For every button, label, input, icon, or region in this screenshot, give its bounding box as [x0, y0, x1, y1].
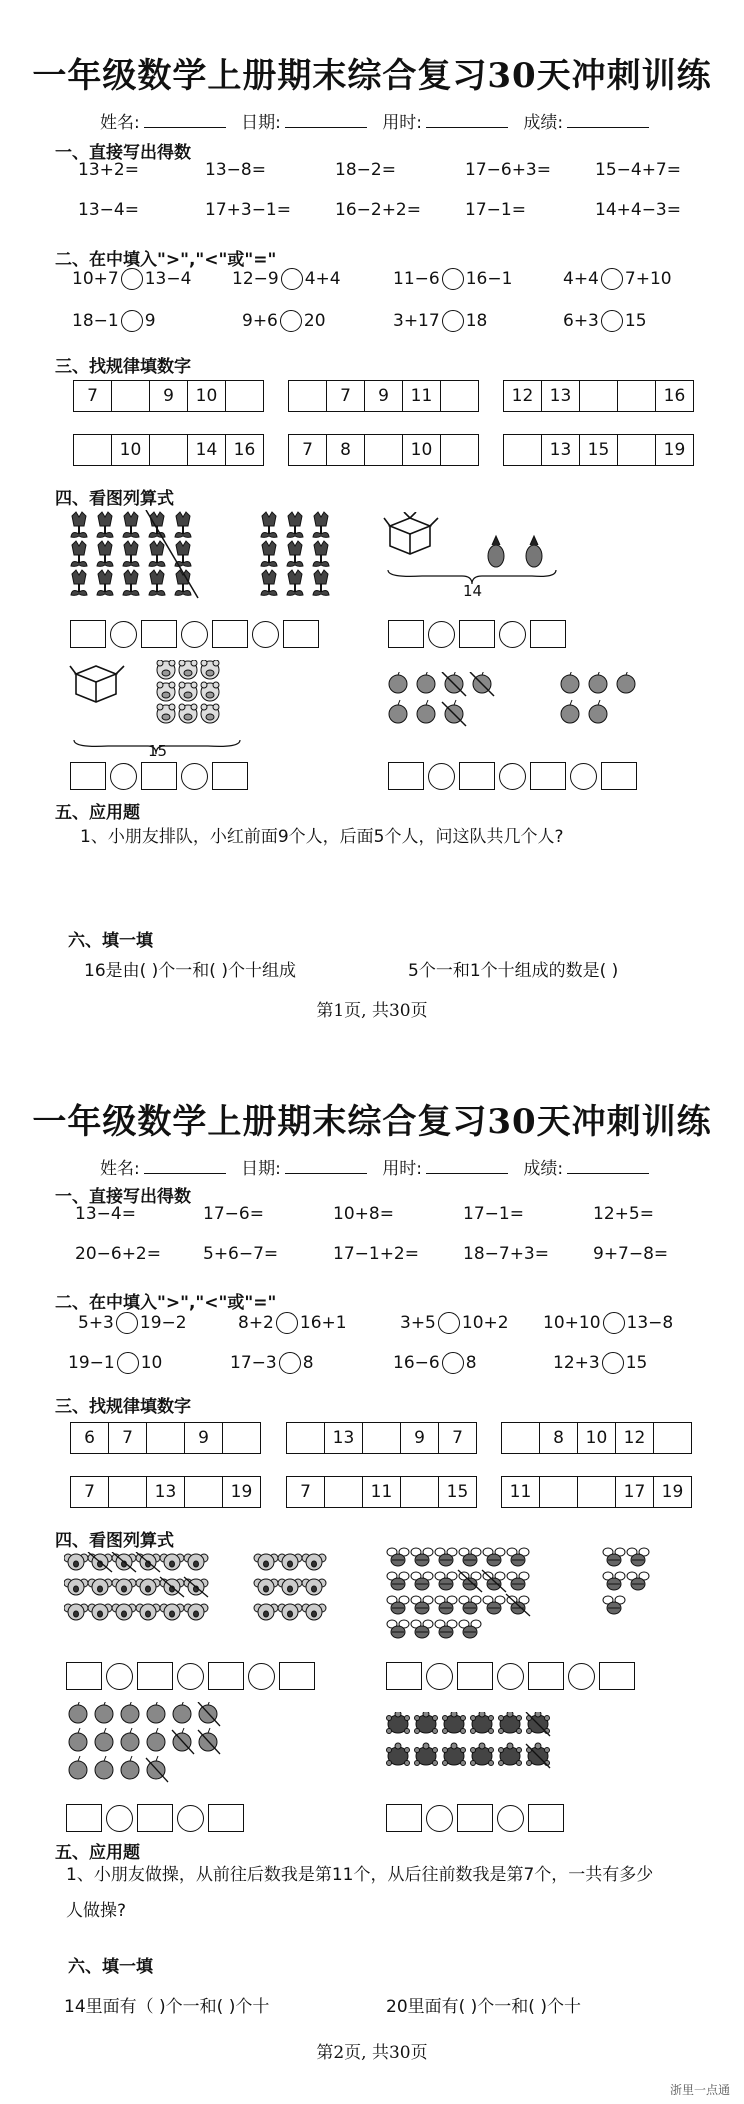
- answer-box[interactable]: [530, 620, 566, 648]
- answer-box[interactable]: [137, 1804, 173, 1832]
- page-title: 一年级数学上册期末综合复习30天冲刺训练: [32, 1102, 712, 1142]
- fill-blank: 5个一和1个十组成的数是( ): [408, 961, 619, 981]
- score-field[interactable]: [567, 1159, 649, 1174]
- compare-circle[interactable]: [438, 1312, 460, 1334]
- word-problem: 1、小朋友排队，小红前面9个人，后面5个人，问这队共几个人?: [80, 827, 564, 847]
- problem: 17−6=: [203, 1204, 264, 1224]
- answer-box[interactable]: [528, 1804, 564, 1832]
- compare-circle[interactable]: [442, 1352, 464, 1374]
- compare-circle[interactable]: [281, 268, 303, 290]
- compare-item: 3+17 18: [393, 311, 488, 331]
- sequence-row: 6 7 9: [70, 1422, 261, 1454]
- operator-circle[interactable]: [570, 763, 597, 790]
- problem: 20−6+2=: [75, 1244, 161, 1264]
- problem: 13−8=: [205, 160, 266, 180]
- compare-circle[interactable]: [603, 1312, 625, 1334]
- operator-circle[interactable]: [497, 1663, 524, 1690]
- compare-circle[interactable]: [602, 1352, 624, 1374]
- operator-circle[interactable]: [110, 621, 137, 648]
- equation-row: [388, 762, 637, 790]
- problem: 17+3−1=: [205, 200, 291, 220]
- problem: 17−1+2=: [333, 1244, 419, 1264]
- operator-circle[interactable]: [568, 1663, 595, 1690]
- compare-item: 8+2 16+1: [238, 1313, 347, 1333]
- answer-box[interactable]: [459, 620, 495, 648]
- compare-circle[interactable]: [276, 1312, 298, 1334]
- problem: 12+5=: [593, 1204, 654, 1224]
- apple-picture: [388, 672, 668, 742]
- answer-box[interactable]: [141, 620, 177, 648]
- operator-circle[interactable]: [428, 621, 455, 648]
- answer-box[interactable]: [457, 1662, 493, 1690]
- operator-circle[interactable]: [426, 1663, 453, 1690]
- turtle-picture: [386, 1712, 586, 1782]
- score-field[interactable]: [567, 113, 649, 128]
- answer-box[interactable]: [283, 620, 319, 648]
- answer-box[interactable]: [66, 1662, 102, 1690]
- sequence-row: 8 10 12: [501, 1422, 692, 1454]
- sequence-row: 7 13 19: [70, 1476, 261, 1508]
- problem: 18−7+3=: [463, 1244, 549, 1264]
- fill-blank: 14里面有（ )个一和( )个十: [64, 1997, 270, 2017]
- answer-box[interactable]: [388, 620, 424, 648]
- answer-box[interactable]: [70, 762, 106, 790]
- answer-box[interactable]: [212, 620, 248, 648]
- operator-circle[interactable]: [252, 621, 279, 648]
- problem: 17−6+3=: [465, 160, 551, 180]
- compare-item: 19−1 10: [68, 1353, 163, 1373]
- compare-circle[interactable]: [121, 310, 143, 332]
- compare-item: 11−6 16−1: [393, 269, 513, 289]
- compare-item: 17−3 8: [230, 1353, 314, 1373]
- problem: 10+8=: [333, 1204, 394, 1224]
- section-heading: 三、找规律填数字: [55, 1397, 191, 1417]
- section-heading: 五、应用题: [55, 803, 140, 823]
- page-2: [0, 1040, 744, 2104]
- problem: 16−2+2=: [335, 200, 421, 220]
- answer-box[interactable]: [599, 1662, 635, 1690]
- answer-box[interactable]: [601, 762, 637, 790]
- answer-box[interactable]: [279, 1662, 315, 1690]
- compare-circle[interactable]: [116, 1312, 138, 1334]
- section-heading: 三、找规律填数字: [55, 357, 191, 377]
- problem: 13+2=: [78, 160, 139, 180]
- equation-row: [388, 620, 566, 648]
- apple-picture-2: [68, 1702, 238, 1792]
- compare-item: 10+7 13−4: [72, 269, 192, 289]
- compare-item: 3+5 10+2: [400, 1313, 509, 1333]
- sequence-row: 7 8 10: [288, 434, 479, 466]
- operator-circle[interactable]: [248, 1663, 275, 1690]
- answer-box[interactable]: [208, 1662, 244, 1690]
- answer-box[interactable]: [386, 1662, 422, 1690]
- time-field[interactable]: [426, 1159, 508, 1174]
- page-1: [0, 0, 744, 1040]
- operator-circle[interactable]: [110, 763, 137, 790]
- section-heading: 五、应用题: [55, 1843, 140, 1863]
- problem: 15−4+7=: [595, 160, 681, 180]
- info-line: 姓名: 日期: 用时: 成绩:: [100, 108, 659, 133]
- date-field[interactable]: [285, 1159, 367, 1174]
- compare-circle[interactable]: [442, 310, 464, 332]
- compare-item: 18−1 9: [72, 311, 156, 331]
- section-heading: 一、直接写出得数: [55, 143, 191, 163]
- sequence-row: 7 9 11: [288, 380, 479, 412]
- bee-picture: [386, 1546, 676, 1646]
- answer-box[interactable]: [388, 762, 424, 790]
- compare-item: 12+3 15: [553, 1353, 648, 1373]
- page-footer: 第2页, 共30页: [316, 2043, 428, 2063]
- section-heading: 四、看图列算式: [55, 1531, 174, 1551]
- operator-circle[interactable]: [177, 1805, 204, 1832]
- compare-circle[interactable]: [121, 268, 143, 290]
- page-title: 一年级数学上册期末综合复习30天冲刺训练: [32, 56, 712, 96]
- answer-box[interactable]: [70, 620, 106, 648]
- problem: 17−1=: [463, 1204, 524, 1224]
- compare-item: 12−9 4+4: [232, 269, 341, 289]
- compare-item: 9+6 20: [242, 311, 326, 331]
- sequence-row: 13 15 19: [503, 434, 694, 466]
- compare-item: 5+3 19−2: [78, 1313, 187, 1333]
- problem: 14+4−3=: [595, 200, 681, 220]
- section-heading: 二、在中填入">","<"或"=": [55, 1293, 277, 1313]
- operator-circle[interactable]: [497, 1805, 524, 1832]
- date-field[interactable]: [285, 113, 367, 128]
- problem: 13−4=: [75, 1204, 136, 1224]
- time-field[interactable]: [426, 113, 508, 128]
- name-field[interactable]: [144, 113, 226, 128]
- answer-box[interactable]: [212, 762, 248, 790]
- answer-box[interactable]: [459, 762, 495, 790]
- operator-circle[interactable]: [428, 763, 455, 790]
- problem: 18−2=: [335, 160, 396, 180]
- operator-circle[interactable]: [499, 621, 526, 648]
- compare-circle[interactable]: [279, 1352, 301, 1374]
- word-problem-cont: 人做操?: [66, 1901, 127, 1921]
- fill-blank: 20里面有( )个一和( )个十: [386, 1997, 581, 2017]
- section-heading: 二、在中填入">","<"或"=": [55, 250, 277, 270]
- operator-circle[interactable]: [181, 621, 208, 648]
- operator-circle[interactable]: [106, 1663, 133, 1690]
- compare-item: 4+4 7+10: [563, 269, 672, 289]
- section-heading: 六、填一填: [68, 1957, 153, 1977]
- koala-picture: [64, 1552, 354, 1632]
- equation-row: [66, 1662, 315, 1690]
- page-footer: 第1页, 共30页: [316, 1001, 428, 1021]
- operator-circle[interactable]: [181, 763, 208, 790]
- section-heading: 一、直接写出得数: [55, 1187, 191, 1207]
- sequence-row: 12 13 16: [503, 380, 694, 412]
- equation-row: [70, 620, 319, 648]
- compare-circle[interactable]: [442, 268, 464, 290]
- answer-box[interactable]: [137, 1662, 173, 1690]
- sequence-row: 13 9 7: [286, 1422, 477, 1454]
- operator-circle[interactable]: [177, 1663, 204, 1690]
- answer-box[interactable]: [386, 1804, 422, 1832]
- fill-blank: 16是由( )个一和( )个十组成: [84, 961, 296, 981]
- compare-item: 10+10 13−8: [543, 1313, 674, 1333]
- sequence-row: 11 17 19: [501, 1476, 692, 1508]
- problem: 9+7−8=: [593, 1244, 669, 1264]
- answer-box[interactable]: [528, 1662, 564, 1690]
- watermark: 浙里一点通: [669, 2083, 730, 2097]
- equation-row: [70, 762, 248, 790]
- sequence-row: 10 14 16: [73, 434, 264, 466]
- compare-circle[interactable]: [601, 310, 623, 332]
- answer-box[interactable]: [66, 1804, 102, 1832]
- operator-circle[interactable]: [106, 1805, 133, 1832]
- operator-circle[interactable]: [426, 1805, 453, 1832]
- name-field[interactable]: [144, 1159, 226, 1174]
- problem: 17−1=: [465, 200, 526, 220]
- total-label: 14: [463, 582, 483, 600]
- answer-box[interactable]: [141, 762, 177, 790]
- sequence-row: 7 11 15: [286, 1476, 477, 1508]
- answer-box[interactable]: [457, 1804, 493, 1832]
- compare-circle[interactable]: [601, 268, 623, 290]
- answer-box[interactable]: [530, 762, 566, 790]
- compare-item: 6+3 15: [563, 311, 647, 331]
- sequence-row: 7 9 10: [73, 380, 264, 412]
- box-pineapple-picture: [382, 512, 562, 592]
- problem: 13−4=: [78, 200, 139, 220]
- operator-circle[interactable]: [499, 763, 526, 790]
- equation-row: [386, 1662, 635, 1690]
- section-heading: 四、看图列算式: [55, 489, 174, 509]
- equation-row: [386, 1804, 564, 1832]
- tulip-picture: [68, 510, 348, 600]
- answer-box[interactable]: [208, 1804, 244, 1832]
- compare-circle[interactable]: [280, 310, 302, 332]
- problem: 5+6−7=: [203, 1244, 279, 1264]
- total-label: 15: [148, 742, 168, 760]
- section-heading: 六、填一填: [68, 931, 153, 951]
- info-line: 姓名: 日期: 用时: 成绩:: [100, 1154, 659, 1179]
- word-problem: 1、小朋友做操，从前往后数我是第11个，从后往前数我是第7个，一共有多少: [66, 1865, 654, 1885]
- compare-item: 16−6 8: [393, 1353, 477, 1373]
- equation-row: [66, 1804, 244, 1832]
- compare-circle[interactable]: [117, 1352, 139, 1374]
